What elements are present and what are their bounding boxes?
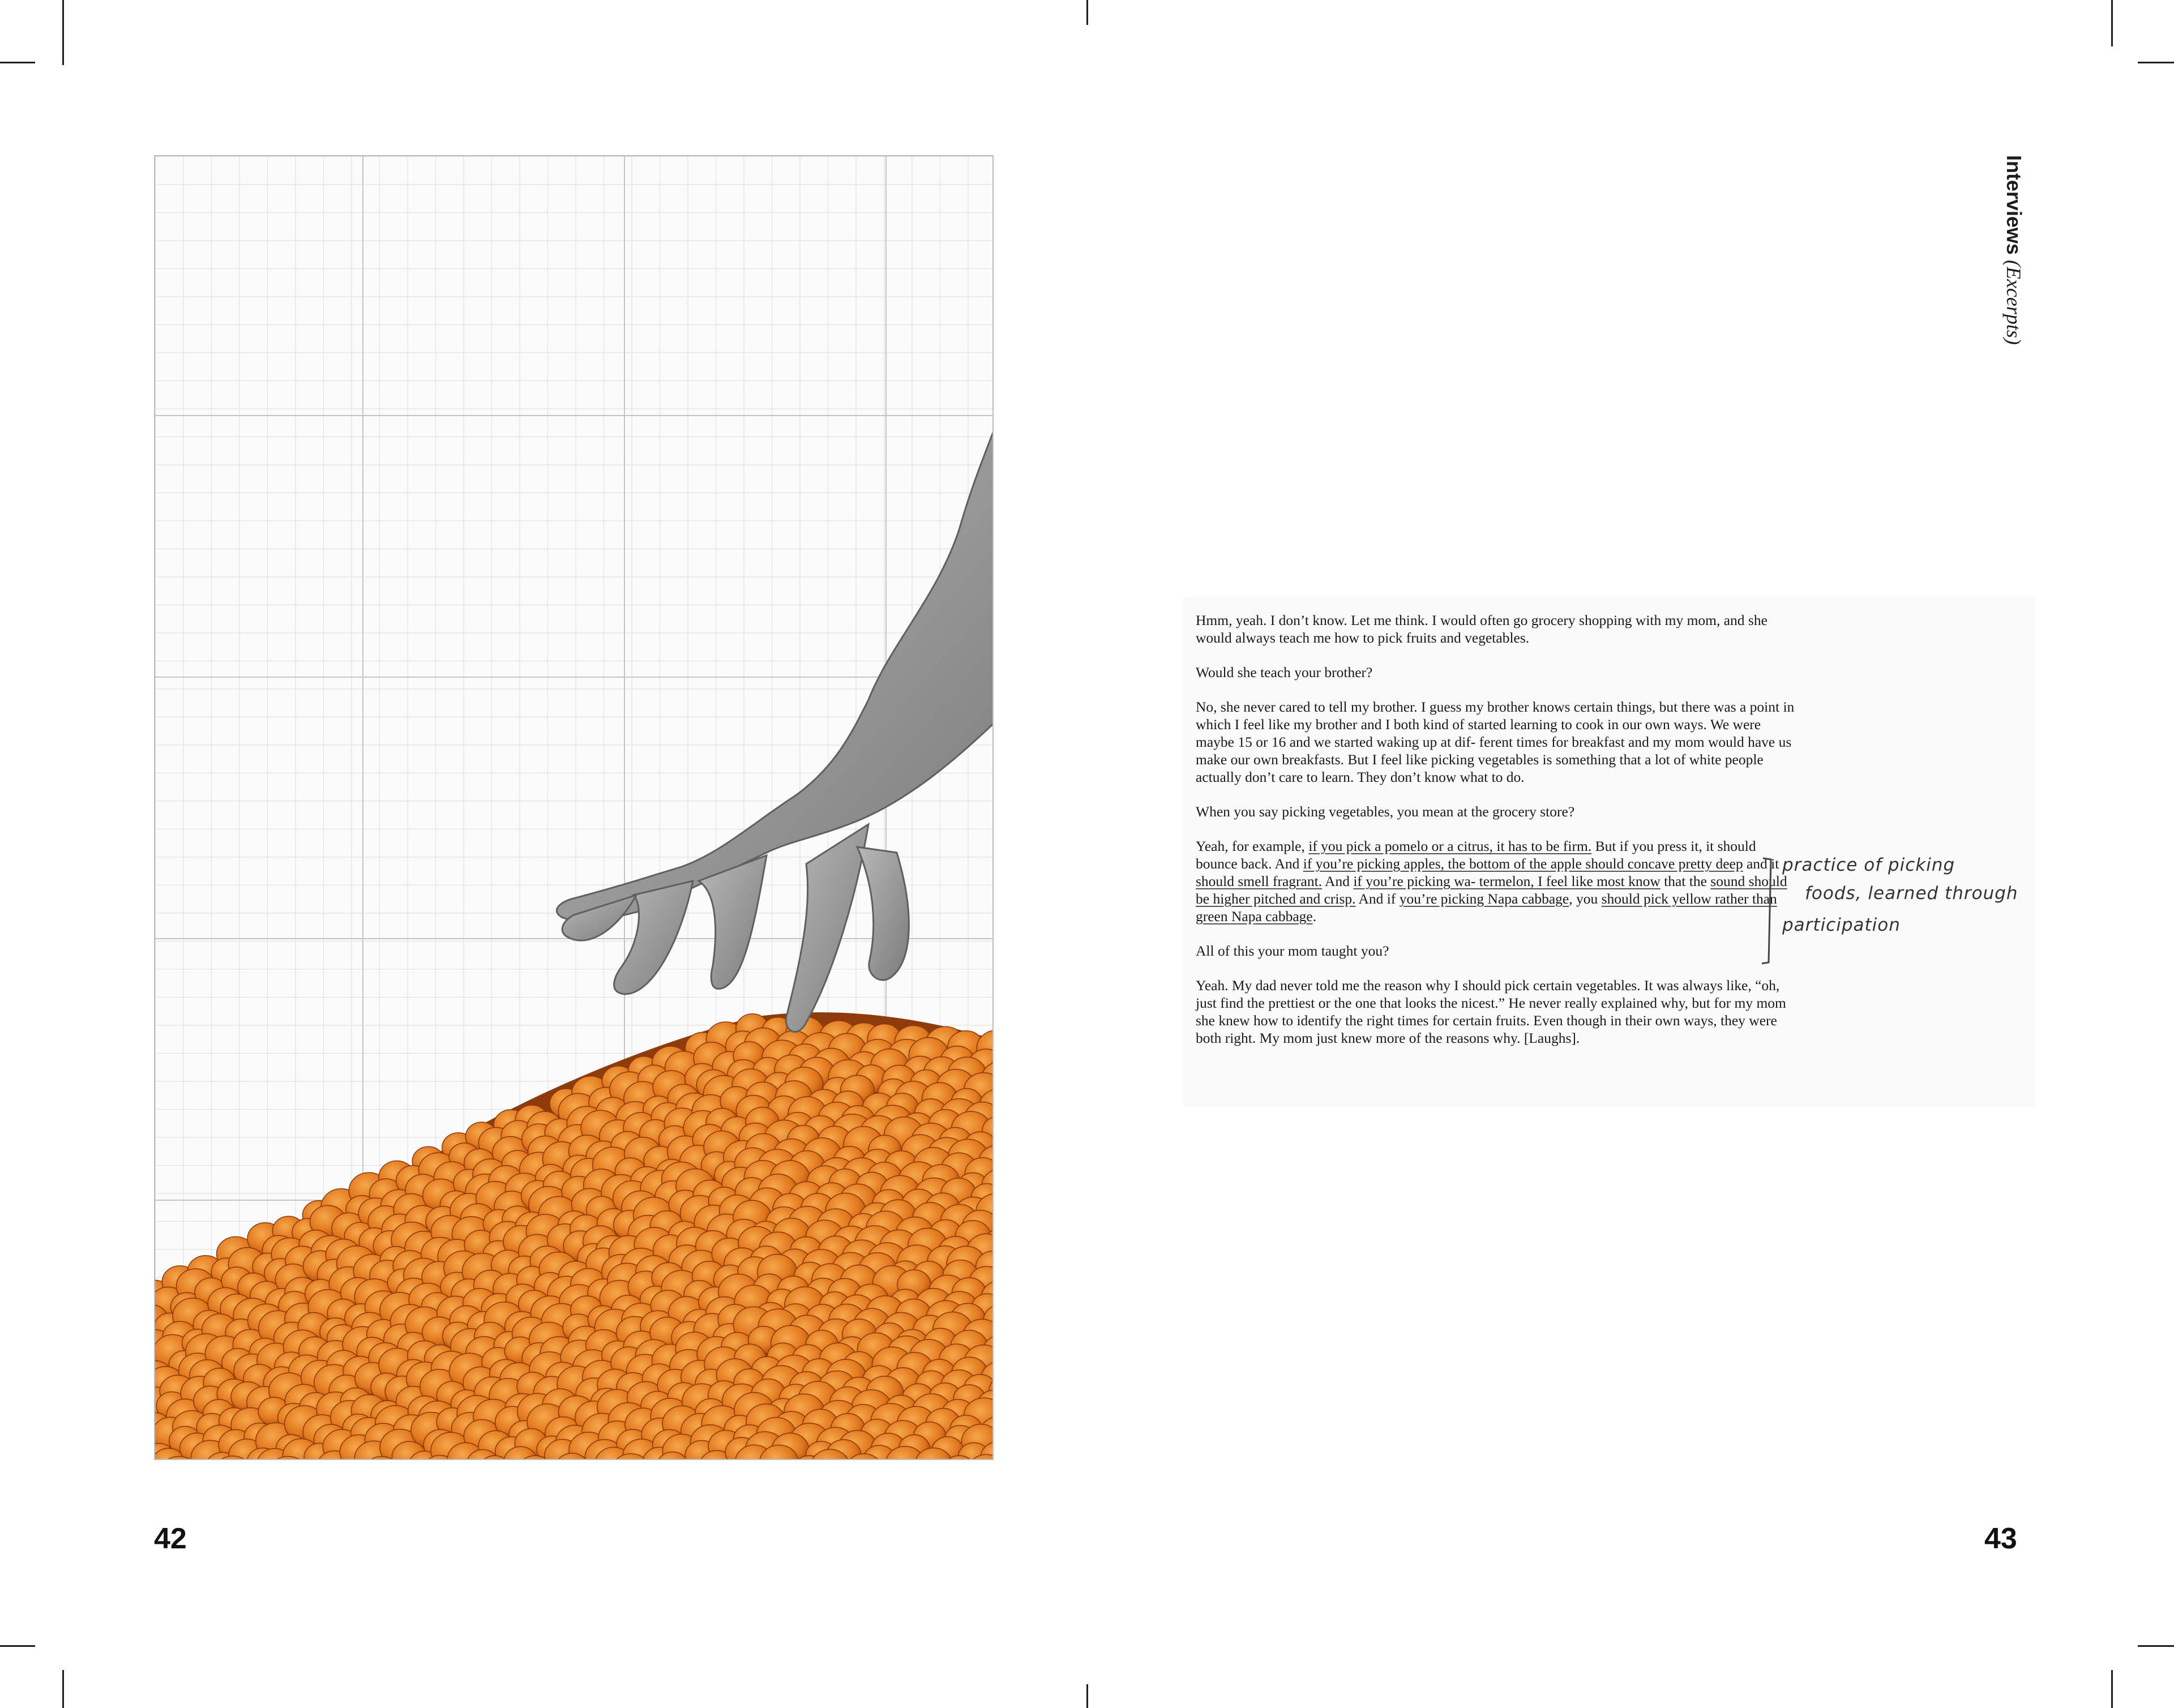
crop-mark: [2111, 1670, 2113, 1708]
running-head-subsection: (Excerpts): [2002, 260, 2025, 345]
crop-mark: [62, 0, 64, 65]
crop-mark: [2138, 62, 2174, 63]
transcript-text: .: [1312, 908, 1317, 924]
margin-note-line-1: practice of picking: [1782, 855, 1955, 875]
underlined-phrase: if you’re picking apples, the bottom of the apple should concave pretty deep: [1303, 855, 1743, 872]
transcript-text: Would she teach your brother?: [1196, 664, 1373, 680]
transcript-text: Yeah. My dad never told me the reason why I should pick certain vegetables. It was always like, “oh, just find the prettiest or the one that looks the nicest.” He never really explained why, but for my mom she knew how to identify the right times for certain fruits. Even though in their own ways, they were both right. My mom just knew more of the reasons why. [Laughs].: [1196, 977, 1786, 1046]
running-head-section: Interviews: [2002, 155, 2026, 255]
transcript-paragraph: [1196, 698, 1799, 786]
transcript-text: , you: [1569, 891, 1602, 907]
collage-illustration: [155, 156, 994, 1460]
underlined-phrase: if you pick a pomelo or a citrus, it has to be firm.: [1308, 838, 1592, 854]
transcript-paragraph: [1196, 837, 1799, 925]
underlined-phrase: you’re picking Napa cabbage: [1399, 891, 1569, 907]
interview-transcript-scan: [1183, 597, 2035, 1107]
transcript-paragraph: [1196, 803, 1799, 820]
transcript-text: and it: [1743, 855, 1779, 872]
transcript-text: that the: [1660, 873, 1711, 889]
transcript-paragraph: [1196, 942, 1799, 960]
transcript-text: And if: [1355, 891, 1400, 907]
margin-note-line-2: foods, learned through: [1805, 883, 2018, 904]
page-number-left: 42: [154, 1522, 187, 1555]
transcript-text: When you say picking vegetables, you mean at the grocery store?: [1196, 803, 1575, 820]
underlined-phrase: sound should be higher pitched and crisp.: [1196, 873, 1787, 907]
underlined-phrase: should pick yellow rather than green Napa cabbage: [1196, 891, 1777, 924]
crop-mark: [0, 1645, 35, 1647]
transcript-text: And: [1322, 873, 1354, 889]
transcript-body: [1196, 611, 1799, 1064]
hand-over-oranges-collage: [154, 155, 994, 1460]
transcript-text: Hmm, yeah. I don’t know. Let me think. I would often go grocery shopping with my mom, and she would always teach me how to pick fruits and vegetables.: [1196, 612, 1768, 646]
transcript-paragraph: [1196, 663, 1799, 681]
orange-fruit: [993, 1263, 994, 1295]
running-head-text: [2002, 155, 2026, 345]
page-number-right: 43: [1984, 1522, 2017, 1555]
transcript-paragraph: [1196, 977, 1799, 1047]
crop-mark: [62, 1670, 64, 1708]
underlined-phrase: should smell fragrant.: [1196, 873, 1323, 889]
underlined-phrase: if you’re picking wa- termelon, I feel like most know: [1353, 873, 1661, 889]
orange-fruit: [993, 1129, 994, 1159]
margin-note-line-3: participation: [1782, 915, 1901, 935]
crop-mark: [0, 62, 35, 63]
crop-mark: [1086, 0, 1088, 25]
transcript-text: No, she never cared to tell my brother. I guess my brother knows certain things, but there was a point in which I feel like my brother and I both kind of started learning to cook in our own ways. We were maybe 15 or 16 and we started waking up at dif- ferent times for breakfast and my mom would have us make our own breakfasts. But I feel like picking vegetables is something that a lot of white people actually don’t care to learn. They don’t know what to do.: [1196, 699, 1795, 785]
crop-mark: [2111, 0, 2113, 46]
margin-bracket-icon: [1760, 855, 1777, 968]
transcript-paragraph: [1196, 611, 1799, 647]
transcript-text: All of this your mom taught you?: [1196, 943, 1389, 959]
transcript-text: But if you press it, it should bounce back. And: [1196, 838, 1756, 872]
crop-mark: [1086, 1684, 1088, 1708]
crop-mark: [2138, 1645, 2174, 1647]
transcript-text: Yeah, for example,: [1196, 838, 1309, 854]
